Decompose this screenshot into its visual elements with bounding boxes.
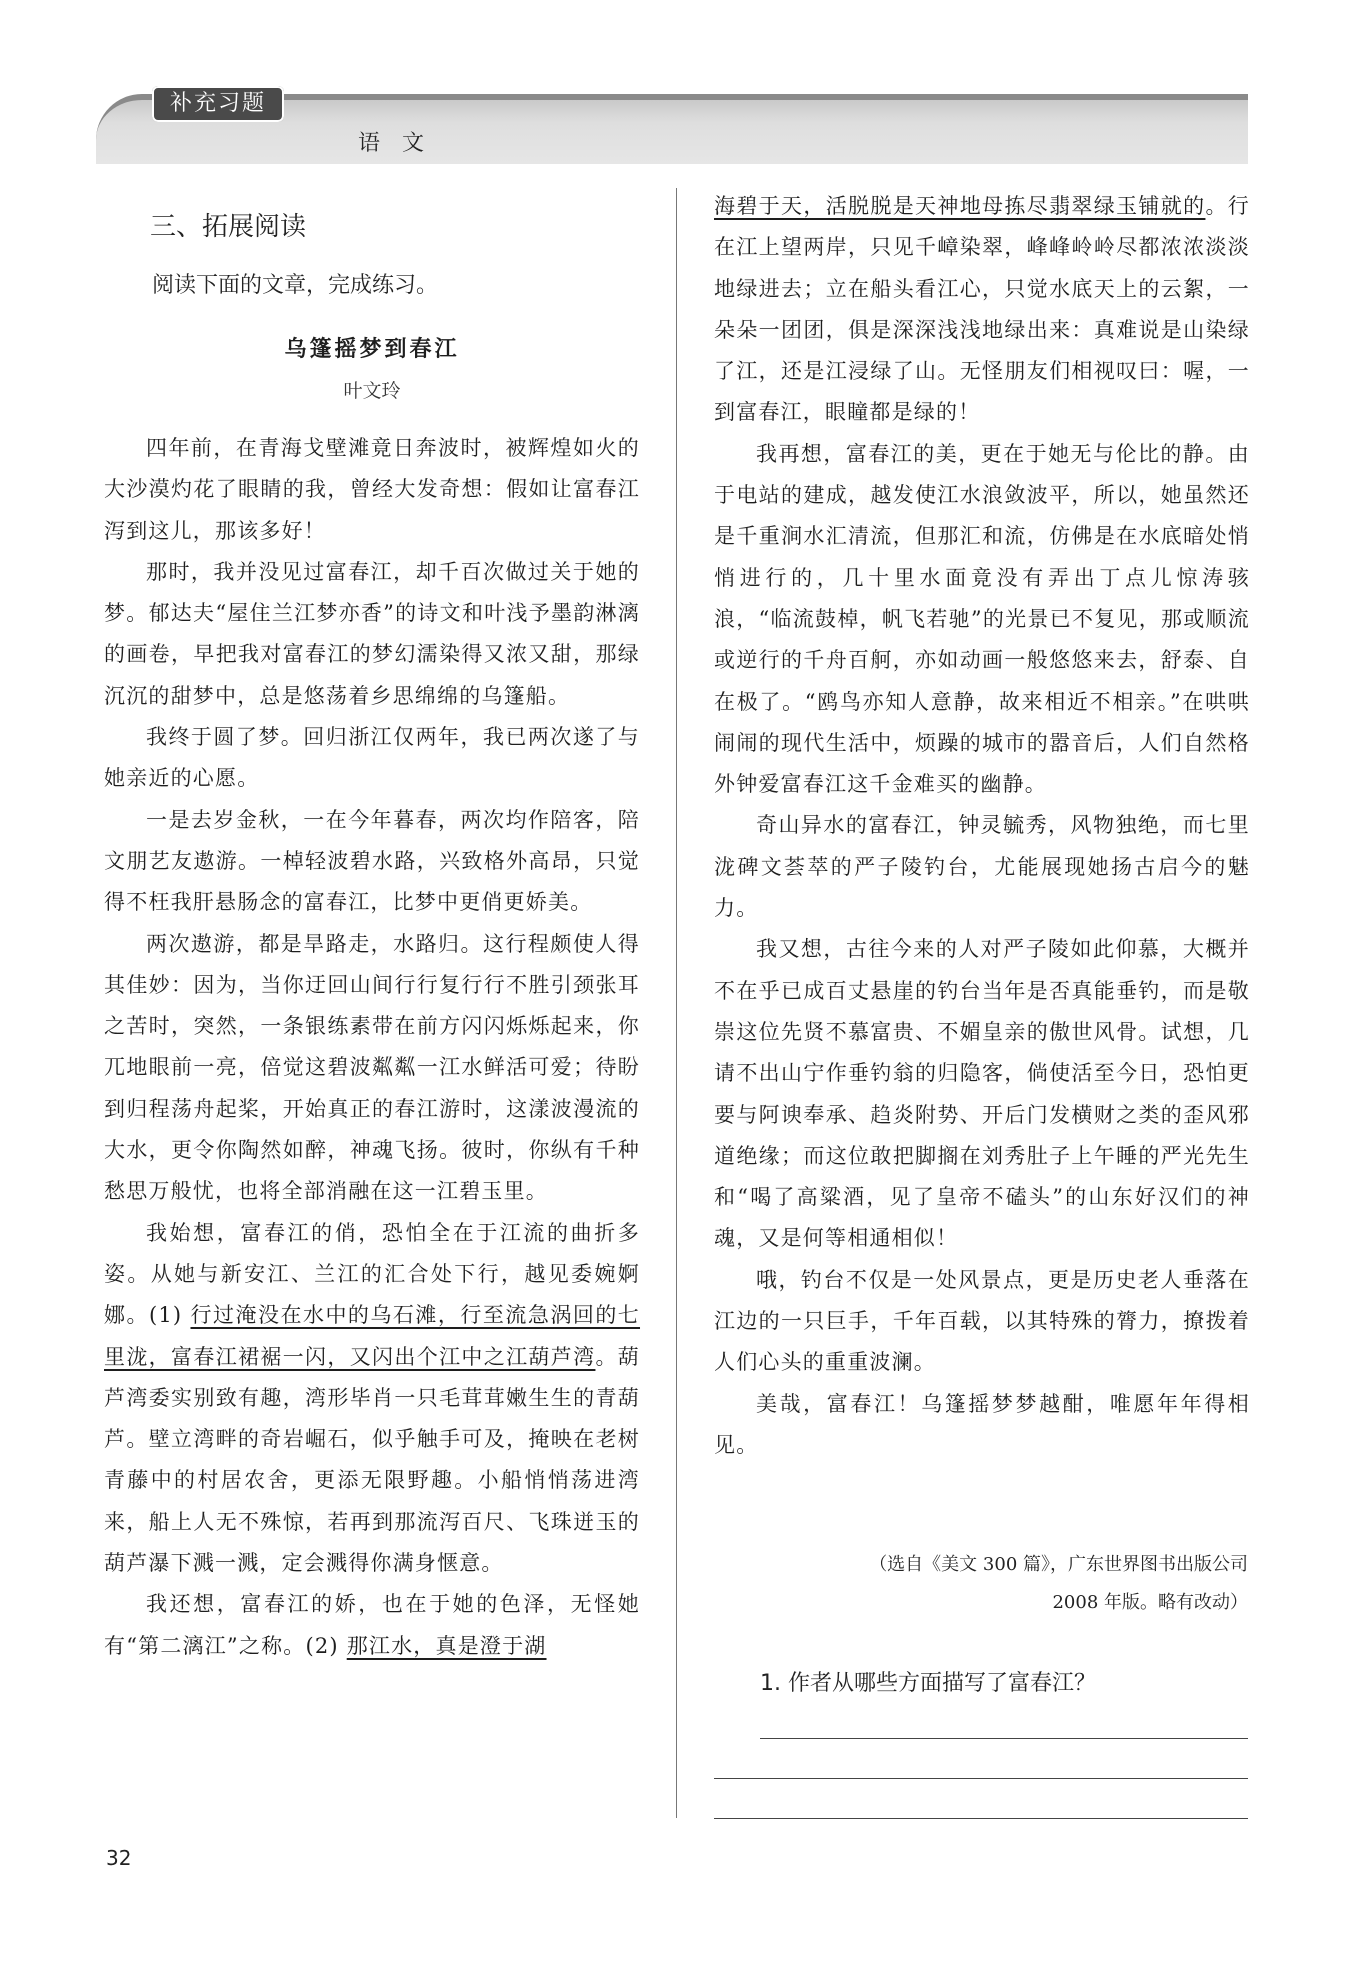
- paragraph: 奇山异水的富春江，钟灵毓秀，风物独绝，而七里泷碑文荟萃的严子陵钓台，尤能展现她扬古启今的魅力。: [714, 813, 1250, 921]
- underlined-sentence-1: 行过淹没在水中的乌石滩，行至流急涡回的七里泷，富春江裙裾一闪，又闪出个江中之江葫芦湾: [104, 1303, 641, 1369]
- paragraph: 四年前，在青海戈壁滩竟日奔波时，被辉煌如火的大沙漠灼花了眼睛的我，曾经大发奇想：假如让富春江泻到这儿，那该多好！: [104, 436, 640, 543]
- paragraph: 我再想，富春江的美，更在于她无与伦比的静。由于电站的建成，越发使江水浪敛波平，所以，她虽然还是千重涧水汇清流，但那汇和流，仿佛是在水底暗处悄悄进行的，几十里水面竟没有弄出丁点儿惊涛骇浪，“临流鼓棹，帆飞若驰”的光景已不复见，那或顺流或逆行的千舟百舸，亦如动画一般悠悠来去，舒泰、自在极了。“鸥鸟亦知人意静，故来相近不相亲。”在哄哄闹闹的现代生活中，烦躁的城市的嚣音后，人们自然格外钟爱富春江这千金难买的幽静。: [714, 441, 1250, 797]
- paragraph-text: 我还想，富春江的娇，也在于她的色泽，无怪她有“第二漓江”之称。(2): [104, 1592, 640, 1658]
- subject-label: 语文: [358, 131, 447, 156]
- paragraph: 哦，钓台不仅是一处风景点，更是历史老人垂落在江边的一只巨手，千年百载，以其特殊的膂力，撩拨着人们心头的重重波澜。: [714, 1267, 1250, 1375]
- source-line: （选自《美文 300 篇》，广东世界图书出版公司: [869, 1554, 1248, 1575]
- column-divider: [676, 188, 677, 1818]
- paragraph-text: 。行在江上望两岸，只见千嶂染翠，峰峰岭岭尽都浓浓淡淡地绿进去；立在船头看江心，只觉水底天上的云絮，一朵朵一团团，俱是深深浅浅地绿出来：真难说是山染绿了江，还是江浸绿了山。无怪朋友们相视叹曰：喔，一到富春江，眼瞳都是绿的！: [714, 194, 1250, 425]
- paragraph: 两次遨游，都是旱路走，水路归。这行程颇使人得其佳妙：因为，当你迂回山间行行复行行不胜引颈张耳之苦时，突然，一条银练素带在前方闪闪烁烁起来，你兀地眼前一亮，倍觉这碧波粼粼一江水鲜活可爱；待盼到归程荡舟起桨，开始真正的春江游时，这漾波漫流的大水，更令你陶然如醉，神魂飞扬。彼时，你纵有千种愁思万般忧，也将全部消融在这一江碧玉里。: [104, 931, 640, 1204]
- paragraph-color-continued: [714, 186, 1250, 434]
- section-tag: 补充习题: [152, 86, 284, 122]
- paragraph-text: 我始想，富春江的俏，恐怕全在于江流的曲折多姿。从她与新安江、兰江的汇合处下行，越见委婉婀娜。(1): [104, 1220, 640, 1328]
- article-author: 叶文玲: [343, 380, 401, 402]
- answer-line[interactable]: [714, 1818, 1248, 1819]
- underlined-sentence-2-part1: 那江水，真是澄于湖: [346, 1633, 547, 1658]
- paragraph-color-start: [104, 1584, 640, 1667]
- paragraph: 我终于圆了梦。回归浙江仅两年，我已两次遂了与她亲近的心愿。: [104, 725, 640, 791]
- article-left-column: [104, 428, 640, 1667]
- paragraph-text: 。葫芦湾委实别致有趣，湾形毕肖一只毛茸茸嫩生生的青葫芦。壁立湾畔的奇岩崛石，似乎触手可及，掩映在老树青藤中的村居农舍，更添无限野趣。小船悄悄荡进湾来，船上人无不殊惊，若再到那流泻百尺、飞珠迸玉的葫芦瀑下溅一溅，定会溅得你满身惬意。: [104, 1344, 640, 1576]
- paragraph: 一是去岁金秋，一在今年暮春，两次均作陪客，陪文朋艺友遨游。一棹轻波碧水路，兴致格外高昂，只觉得不枉我肝悬肠念的富春江，比梦中更俏更娇美。: [104, 807, 640, 915]
- page-number: 32: [106, 1846, 132, 1870]
- underlined-sentence-2-part2: 海碧于天，活脱脱是天神地母拣尽翡翠绿玉铺就的: [714, 194, 1206, 218]
- answer-line[interactable]: [714, 1778, 1248, 1779]
- article-source: [714, 1546, 1248, 1622]
- question-1: 1. 作者从哪些方面描写了富春江？: [760, 1671, 1096, 1696]
- paragraph: 那时，我并没见过富春江，却千百次做过关于她的梦。郁达夫“屋住兰江梦亦香”的诗文和叶浅予墨韵淋漓的画卷，早把我对富春江的梦幻濡染得又浓又甜，那绿沉沉的甜梦中，总是悠荡着乡思绵绵的乌篷船。: [104, 559, 640, 708]
- article-right-column: [714, 186, 1250, 1466]
- paragraph: 我又想，古往今来的人对严子陵如此仰慕，大概并不在乎已成百丈悬崖的钓台当年是否真能垂钓，而是敬崇这位先贤不慕富贵、不媚皇亲的傲世风骨。试想，几请不出山宁作垂钓翁的归隐客，倘使活至今日，恐怕更要与阿谀奉承、趋炎附势、开后门发横财之类的歪风邪道绝缘；而这位敢把脚搁在刘秀肚子上午睡的严光先生和“喝了高粱酒，见了皇帝不磕头”的山东好汉们的神魂，又是何等相通相似！: [714, 937, 1250, 1251]
- paragraph-charm: [104, 1213, 640, 1585]
- article-title: 乌篷摇梦到春江: [284, 336, 460, 362]
- answer-line[interactable]: [760, 1738, 1248, 1739]
- section-heading: 三、拓展阅读: [150, 212, 307, 242]
- reading-instruction: 阅读下面的文章，完成练习。: [152, 273, 439, 298]
- source-line: 2008 年版。略有改动）: [1052, 1592, 1248, 1613]
- paragraph: 美哉，富春江！乌篷摇梦梦越酣，唯愿年年得相见。: [714, 1391, 1250, 1457]
